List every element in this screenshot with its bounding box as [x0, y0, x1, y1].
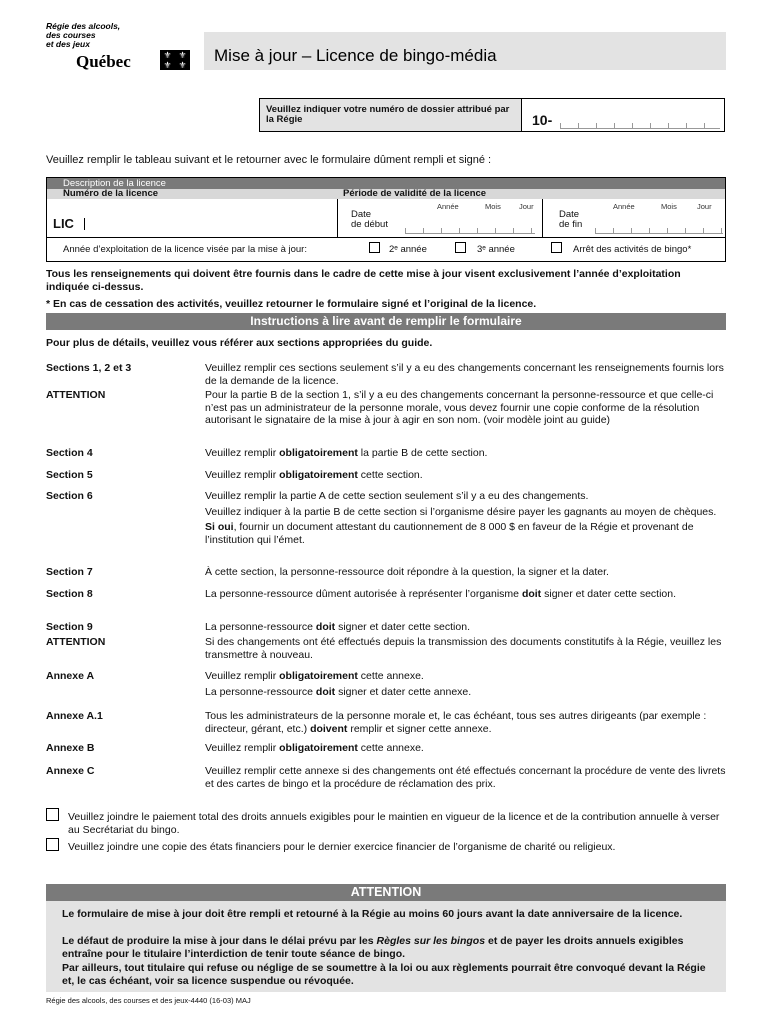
section-text: Veuillez remplir cette annexe si des changements ont été effectués concernant la procédure de vente des livrets et des cartes de bingo et la procédure de réclamation des prix. — [205, 765, 726, 790]
text-run — [205, 686, 726, 699]
text-run: remplir et signer cette annexe. — [347, 722, 492, 735]
text-run: Veuillez remplir — [205, 447, 280, 459]
form-footer: Régie des alcools, des courses et des jeux-4440 (16-03) MAJ — [46, 996, 251, 1005]
start-date-label-line: Date — [351, 209, 372, 220]
text-run: cette section. — [357, 469, 423, 481]
payment-text: Veuillez joindre le paiement total des droits annuels exigibles pour le maintien en vigueur de la licence et de la contribution annuelle à verser au Secrétariat du bingo. — [68, 811, 720, 836]
section-text — [205, 490, 726, 546]
dossier-prefix: 10- — [532, 112, 553, 128]
text-italic: Règles sur les bingos — [376, 935, 486, 947]
section-label: Section 8 — [46, 588, 93, 600]
instructions-lead: Pour plus de détails, veuillez vous référer aux sections appropriées du guide. — [46, 337, 433, 349]
text-run: la partie B de cette section. — [357, 447, 488, 459]
text-emphasis: Si oui — [205, 521, 234, 533]
text-run — [205, 670, 726, 683]
label-3rd-year: 3ᵉ année — [477, 244, 515, 255]
section-text — [205, 469, 726, 482]
year-question: Année d’exploitation de la licence visée par la mise à jour: — [63, 244, 307, 255]
text-run: et de payer les droits annuels exigibles entraîne pour le titulaire l’interdiction de tenir toute séance de bingo. — [62, 935, 684, 960]
section-text: Veuillez remplir ces sections seulement s’il y a eu des changements concernant les renseignements fournis lors de la demande de la licence. — [205, 362, 724, 387]
org-line: Régie des alcools, — [46, 21, 121, 31]
section-label: Annexe A.1 — [46, 710, 103, 722]
cessation-note: * En cas de cessation des activités, veuillez retourner le formulaire signé et l’original de la licence. — [46, 298, 537, 310]
col-validity-period: Période de validité de la licence — [343, 188, 487, 199]
text-run: La personne-ressource — [205, 621, 316, 633]
end-month-label: Mois — [661, 202, 677, 211]
checkbox-2nd-year[interactable] — [369, 242, 380, 253]
start-date-label-line: de début — [351, 219, 388, 230]
text-run: Tous les administrateurs de la personne morale et, le cas échéant, tous ses autres dirigeants (par exemple : directeur, gérant, etc.) — [205, 710, 707, 735]
start-date-label — [351, 210, 388, 230]
start-month-label: Mois — [485, 202, 501, 211]
section-label: ATTENTION — [46, 636, 106, 648]
end-date-label-line: de fin — [559, 219, 583, 230]
dossier-label: Veuillez indiquer votre numéro de dossier attribué par la Régie — [266, 104, 510, 125]
section-label: Sections 1, 2 et 3 — [46, 362, 132, 374]
column-divider — [542, 199, 543, 237]
quebec-flag-icon — [160, 50, 190, 70]
section-label: Section 7 — [46, 566, 93, 578]
attention-p3: Par ailleurs, tout titulaire qui refuse ou néglige de se soumettre à la loi ou aux règlements pourrait être convoqué devant la Régie et, le cas échéant, voir sa licence suspendue ou révoquée. — [62, 962, 706, 987]
section-label: Section 5 — [46, 469, 93, 481]
end-date-label-line: Date — [559, 209, 580, 220]
financial-statements-checkbox[interactable] — [46, 838, 59, 851]
payment-checkbox[interactable] — [46, 808, 59, 821]
start-day-label: Jour — [519, 202, 534, 211]
start-year-label: Année — [437, 202, 459, 211]
text-run: Veuillez indiquer à la partie B de cette section si l’organisme désire payer les gagnants au moyen de chèques. — [205, 505, 717, 518]
section-text — [205, 621, 726, 634]
fleur-de-lis-icon: ⚜ — [176, 51, 189, 59]
org-name — [46, 22, 120, 49]
fleur-de-lis-icon: ⚜ — [176, 61, 189, 69]
attention-p2 — [62, 935, 712, 960]
attention-bar: ATTENTION — [46, 884, 726, 901]
lic-prefix: LIC — [53, 216, 74, 231]
instructions-bar: Instructions à lire avant de remplir le formulaire — [46, 313, 726, 330]
section-label: Annexe A — [46, 670, 95, 682]
text-run: Veuillez remplir — [205, 469, 280, 481]
section-label: Section 9 — [46, 621, 93, 633]
end-year-label: Année — [613, 202, 635, 211]
text-run: signer et dater cette annexe. — [335, 685, 472, 698]
section-label: Annexe B — [46, 742, 95, 754]
text-emphasis: doivent — [310, 722, 348, 735]
text-run: Veuillez remplir — [205, 742, 280, 754]
text-run: cette annexe. — [357, 742, 424, 754]
checkbox-stop-activities[interactable] — [551, 242, 562, 253]
section-text — [205, 742, 726, 755]
text-run: Veuillez remplir — [205, 670, 280, 682]
license-description-table — [46, 177, 726, 262]
text-emphasis: doit — [521, 588, 542, 600]
text-run: Veuillez remplir la partie A de cette section seulement s’il y a eu des changements. — [205, 490, 589, 502]
text-emphasis: obligatoirement — [279, 469, 358, 481]
section-text — [205, 447, 726, 460]
text-emphasis: obligatoirement — [279, 447, 358, 459]
text-emphasis: doit — [315, 621, 336, 633]
text-run: signer et dater cette section. — [335, 621, 470, 633]
financial-statements-text: Veuillez joindre une copie des états financiers pour le dernier exercice financier de l’organisme de charité ou religieux. — [68, 841, 616, 853]
scope-note: Tous les renseignements qui doivent être fournis dans le cadre de cette mise à jour visent exclusivement l’année d’exploitation indiquée ci-dessus. — [46, 268, 681, 293]
text-run: , fournir un document attestant du cautionnement de 8 000 $ en faveur de la Régie et provenant de l’institution qui l’émet. — [205, 521, 694, 546]
text-run: La personne-ressource — [205, 685, 316, 698]
section-text: Si des changements ont été effectués depuis la transmission des documents constitutifs à la Régie, veuillez les transmettre à nouveau. — [205, 636, 722, 661]
text-run: signer et dater cette section. — [541, 588, 677, 600]
col-license-number: Numéro de la licence — [63, 188, 159, 199]
text-run — [205, 521, 726, 546]
row-divider — [47, 237, 725, 238]
section-text: Pour la partie B de la section 1, s’il y a eu des changements concernant la personne-ressource et que celle-ci n’est pas un administrateur de la personne morale, vous devez fournir une copie conforme de la résolution autorisant le signataire de la mise à jour à agir en son nom. (voir modèle joint au guide) — [205, 389, 714, 426]
fleur-de-lis-icon: ⚜ — [161, 51, 174, 59]
intro-text: Veuillez remplir le tableau suivant et le retourner avec le formulaire dûment rempli et signé : — [46, 154, 492, 166]
quebec-wordmark: Québec — [76, 52, 131, 71]
text-emphasis: obligatoirement — [279, 742, 358, 754]
license-table-header: Description de la licence — [47, 178, 725, 189]
label-stop-activities: Arrêt des activités de bingo* — [573, 244, 692, 255]
section-label: Section 4 — [46, 447, 93, 459]
text-run: cette annexe. — [357, 670, 424, 682]
license-number-input[interactable] — [84, 218, 85, 230]
text-emphasis: doit — [315, 685, 336, 698]
end-date-label — [559, 210, 582, 230]
section-text — [205, 588, 726, 601]
fleur-de-lis-icon: ⚜ — [161, 61, 174, 69]
section-label: Annexe C — [46, 765, 95, 777]
org-line: et des jeux — [46, 39, 90, 49]
column-divider — [337, 199, 338, 237]
end-date-input[interactable] — [595, 228, 723, 234]
end-day-label: Jour — [697, 202, 712, 211]
checkbox-3rd-year[interactable] — [455, 242, 466, 253]
section-text — [205, 710, 726, 735]
section-label: Section 6 — [46, 490, 93, 502]
start-date-input[interactable] — [405, 228, 535, 234]
label-2nd-year: 2ᵉ année — [389, 244, 427, 255]
license-table-subheader — [47, 189, 725, 199]
text-emphasis: obligatoirement — [279, 670, 358, 682]
text-run: La personne-ressource dûment autorisée à représenter l’organisme — [205, 588, 522, 600]
dossier-number-input[interactable] — [560, 123, 720, 129]
text-run: Le défaut de produire la mise à jour dans le délai prévu par les — [62, 935, 377, 947]
dossier-number-box — [259, 98, 725, 132]
attention-p1: Le formulaire de mise à jour doit être rempli et retourné à la Régie au moins 60 jours avant la date anniversaire de la licence. — [62, 908, 683, 920]
org-line: des courses — [46, 30, 96, 40]
section-text: À cette section, la personne-ressource doit répondre à la question, la signer et la dater. — [205, 566, 609, 578]
page-title: Mise à jour – Licence de bingo-média — [214, 46, 497, 65]
section-text — [205, 670, 726, 698]
section-label: ATTENTION — [46, 389, 106, 401]
